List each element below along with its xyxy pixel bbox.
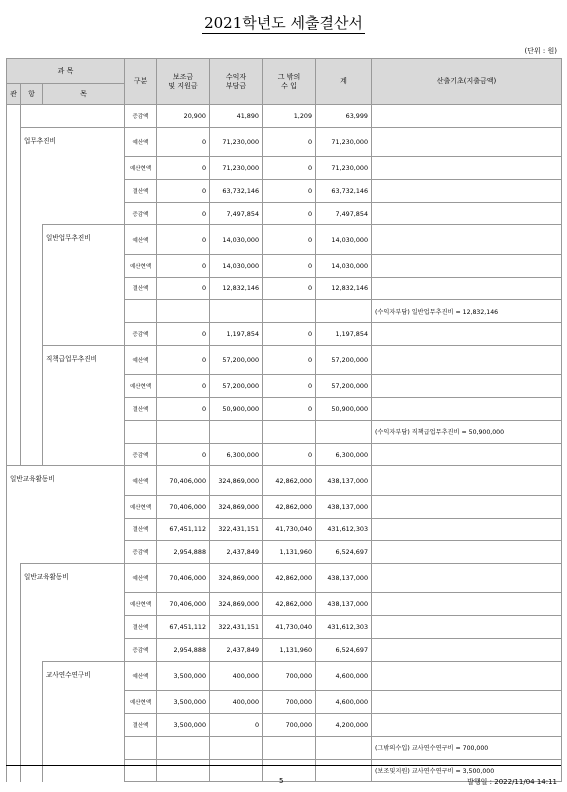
gwan-cell (7, 639, 21, 662)
subject-label-general-business: 일반업무추진비 (43, 225, 125, 254)
amount-cell: 0 (157, 323, 210, 346)
table-row (7, 323, 562, 346)
amount-cell: 57,200,000 (210, 375, 263, 398)
amount-cell: 14,030,000 (210, 254, 263, 277)
table-row (7, 105, 562, 128)
subject-cell (21, 157, 125, 180)
gwan-cell (7, 398, 21, 421)
table-row (7, 300, 562, 323)
basis-cell (372, 639, 562, 662)
gubun-cell: 결산액 (125, 518, 157, 541)
mok-cell (43, 420, 125, 443)
amount-cell: 50,900,000 (316, 398, 372, 421)
table-row (7, 518, 562, 541)
amount-cell: 0 (157, 443, 210, 466)
amount-cell: 70,406,000 (157, 593, 210, 616)
mok-cell (43, 398, 125, 421)
amount-cell: 3,500,000 (157, 691, 210, 714)
amount-cell: 3,500,000 (157, 661, 210, 690)
header-gubun: 구분 (125, 59, 157, 105)
gwan-cell (7, 713, 21, 736)
amount-cell: 67,451,112 (157, 616, 210, 639)
amount-cell: 70,406,000 (157, 466, 210, 495)
subject-label-general-education-sub: 일반교육활동비 (21, 564, 125, 593)
amount-cell (157, 759, 210, 782)
gwan-cell (7, 593, 21, 616)
hang-cell (21, 300, 43, 323)
gubun-cell: 증감액 (125, 443, 157, 466)
amount-cell: 0 (157, 157, 210, 180)
hang-cell (21, 759, 43, 782)
amount-cell: 324,869,000 (210, 495, 263, 518)
amount-cell: 700,000 (263, 691, 316, 714)
gubun-cell: 예산현액 (125, 157, 157, 180)
amount-cell: 0 (263, 277, 316, 300)
amount-cell: 0 (157, 179, 210, 202)
basis-cell: (보조및지원) 교사연수연구비 = 3,500,000 (372, 759, 562, 782)
table-row (7, 157, 562, 180)
gwan-cell (7, 736, 21, 759)
amount-cell: 71,230,000 (316, 157, 372, 180)
hang-cell (21, 323, 43, 346)
hang-cell (21, 691, 43, 714)
hang-cell (21, 345, 43, 374)
amount-cell: 4,200,000 (316, 713, 372, 736)
gwan-cell (7, 225, 21, 254)
table-row (7, 564, 562, 593)
amount-cell: 700,000 (263, 713, 316, 736)
amount-cell: 0 (263, 345, 316, 374)
header-beneficiary: 수익자 부담금 (210, 59, 263, 105)
basis-cell (372, 127, 562, 156)
amount-cell: 0 (157, 254, 210, 277)
amount-cell: 0 (263, 202, 316, 225)
amount-cell: 0 (157, 127, 210, 156)
subject-cell (21, 639, 125, 662)
table-row (7, 713, 562, 736)
table-row (7, 375, 562, 398)
amount-cell: 41,730,040 (263, 616, 316, 639)
page-number: 5 (279, 777, 284, 785)
mok-cell (43, 691, 125, 714)
amount-cell: 0 (263, 323, 316, 346)
gwan-cell (7, 157, 21, 180)
amount-cell (210, 420, 263, 443)
amount-cell: 0 (157, 277, 210, 300)
mok-cell (43, 713, 125, 736)
header-hang: 항 (21, 84, 43, 105)
gubun-cell: 예산액 (125, 661, 157, 690)
gubun-cell (125, 759, 157, 782)
amount-cell: 14,030,000 (316, 254, 372, 277)
hang-cell (21, 225, 43, 254)
amount-cell: 63,999 (316, 105, 372, 128)
amount-cell: 324,869,000 (210, 466, 263, 495)
document-title: 2021학년도 세출결산서 (204, 14, 363, 32)
expenditure-table (6, 58, 562, 782)
amount-cell (210, 300, 263, 323)
amount-cell (263, 759, 316, 782)
basis-cell (372, 225, 562, 254)
mok-cell (43, 443, 125, 466)
subject-cell (21, 202, 125, 225)
basis-cell (372, 179, 562, 202)
amount-cell: 438,137,000 (316, 593, 372, 616)
subject-label-business: 업무추진비 (21, 127, 125, 156)
amount-cell: 42,862,000 (263, 495, 316, 518)
hang-cell (21, 277, 43, 300)
hang-cell (21, 443, 43, 466)
amount-cell: 322,431,151 (210, 518, 263, 541)
table-row (7, 616, 562, 639)
subject-label-teacher-training: 교사연수연구비 (43, 661, 125, 690)
gwan-cell (7, 616, 21, 639)
header-gwan: 관 (7, 84, 21, 105)
amount-cell (157, 736, 210, 759)
basis-cell (372, 105, 562, 128)
amount-cell: 0 (210, 713, 263, 736)
amount-cell: 71,230,000 (210, 157, 263, 180)
table-row (7, 277, 562, 300)
header-other: 그 밖의 수 입 (263, 59, 316, 105)
issue-date: 발행일 : 2022/11/04 14:11 (467, 778, 557, 786)
amount-cell: 71,230,000 (316, 127, 372, 156)
amount-cell (316, 420, 372, 443)
amount-cell: 0 (263, 254, 316, 277)
basis-cell (372, 202, 562, 225)
amount-cell (263, 736, 316, 759)
gwan-cell (7, 420, 21, 443)
amount-cell: 7,497,854 (210, 202, 263, 225)
gubun-cell: 결산액 (125, 179, 157, 202)
table-row (7, 541, 562, 564)
amount-cell: 438,137,000 (316, 495, 372, 518)
gwan-cell (7, 375, 21, 398)
amount-cell: 1,131,960 (263, 639, 316, 662)
gubun-cell: 증감액 (125, 541, 157, 564)
table-row (7, 398, 562, 421)
amount-cell: 431,612,303 (316, 616, 372, 639)
amount-cell (316, 759, 372, 782)
amount-cell: 0 (263, 127, 316, 156)
amount-cell: 41,730,040 (263, 518, 316, 541)
amount-cell: 324,869,000 (210, 564, 263, 593)
amount-cell (316, 300, 372, 323)
gubun-cell: 증감액 (125, 639, 157, 662)
gwan-cell (7, 300, 21, 323)
subject-cell (21, 105, 125, 128)
amount-cell: 1,197,854 (210, 323, 263, 346)
amount-cell: 7,497,854 (316, 202, 372, 225)
amount-cell: 57,200,000 (210, 345, 263, 374)
basis-cell (372, 495, 562, 518)
amount-cell (263, 420, 316, 443)
amount-cell: 0 (157, 225, 210, 254)
amount-cell: 1,197,854 (316, 323, 372, 346)
subject-cell (21, 179, 125, 202)
amount-cell: 6,300,000 (316, 443, 372, 466)
gubun-cell: 예산액 (125, 225, 157, 254)
table-row (7, 127, 562, 156)
amount-cell: 20,900 (157, 105, 210, 128)
gwan-cell (7, 105, 21, 128)
amount-cell (210, 736, 263, 759)
amount-cell: 42,862,000 (263, 593, 316, 616)
basis-cell (372, 713, 562, 736)
amount-cell: 50,900,000 (210, 398, 263, 421)
amount-cell: 14,030,000 (210, 225, 263, 254)
gubun-cell: 예산액 (125, 345, 157, 374)
gwan-cell (7, 179, 21, 202)
amount-cell (316, 736, 372, 759)
amount-cell: 0 (263, 398, 316, 421)
amount-cell: 70,406,000 (157, 495, 210, 518)
amount-cell: 1,131,960 (263, 541, 316, 564)
basis-cell (372, 398, 562, 421)
table-row (7, 345, 562, 374)
amount-cell: 63,732,146 (316, 179, 372, 202)
amount-cell: 12,832,146 (316, 277, 372, 300)
mok-cell (43, 759, 125, 782)
gubun-cell: 증감액 (125, 202, 157, 225)
table-row (7, 202, 562, 225)
subject-label-position-business: 직책급업무추진비 (43, 345, 125, 374)
mok-cell (43, 277, 125, 300)
gwan-cell (7, 323, 21, 346)
amount-cell: 0 (157, 398, 210, 421)
amount-cell (157, 420, 210, 443)
subject-cell (21, 593, 125, 616)
mok-cell (43, 254, 125, 277)
subject-cell (7, 518, 125, 541)
amount-cell: 67,451,112 (157, 518, 210, 541)
basis-cell (372, 691, 562, 714)
gubun-cell (125, 736, 157, 759)
header-total: 계 (316, 59, 372, 105)
footer-divider (6, 765, 561, 766)
gwan-cell (7, 127, 21, 156)
table-row (7, 495, 562, 518)
table-row (7, 639, 562, 662)
amount-cell: 2,437,849 (210, 541, 263, 564)
gubun-cell: 예산현액 (125, 375, 157, 398)
amount-cell: 700,000 (263, 661, 316, 690)
gubun-cell: 예산현액 (125, 254, 157, 277)
gwan-cell (7, 443, 21, 466)
amount-cell: 14,030,000 (316, 225, 372, 254)
table-row (7, 254, 562, 277)
gwan-cell (7, 345, 21, 374)
basis-cell (372, 564, 562, 593)
gubun-cell: 결산액 (125, 713, 157, 736)
gwan-cell (7, 202, 21, 225)
basis-cell (372, 157, 562, 180)
gubun-cell: 예산현액 (125, 691, 157, 714)
gubun-cell: 예산현액 (125, 495, 157, 518)
table-row (7, 466, 562, 495)
header-subject: 과 목 (7, 59, 125, 84)
basis-cell: (수익자부담) 일반업무추진비 = 12,832,146 (372, 300, 562, 323)
hang-cell (21, 420, 43, 443)
mok-cell (43, 375, 125, 398)
amount-cell: 42,862,000 (263, 564, 316, 593)
basis-cell (372, 616, 562, 639)
hang-cell (21, 661, 43, 690)
table-row (7, 179, 562, 202)
amount-cell: 57,200,000 (316, 345, 372, 374)
amount-cell: 6,524,697 (316, 639, 372, 662)
subject-cell (7, 541, 125, 564)
basis-cell: (수익자부담) 직책급업무추진비 = 50,900,000 (372, 420, 562, 443)
amount-cell: 0 (157, 375, 210, 398)
gwan-cell (7, 277, 21, 300)
basis-cell (372, 541, 562, 564)
amount-cell: 42,862,000 (263, 466, 316, 495)
table-row (7, 661, 562, 690)
basis-cell (372, 375, 562, 398)
gwan-cell (7, 759, 21, 782)
header-basis: 산출기초(지출금액) (372, 59, 562, 105)
hang-cell (21, 375, 43, 398)
mok-cell (43, 300, 125, 323)
amount-cell: 71,230,000 (210, 127, 263, 156)
gwan-cell (7, 254, 21, 277)
table-row (7, 443, 562, 466)
amount-cell: 322,431,151 (210, 616, 263, 639)
basis-cell (372, 323, 562, 346)
basis-cell: (그밖의수입) 교사연수연구비 = 700,000 (372, 736, 562, 759)
gubun-cell (125, 420, 157, 443)
gubun-cell: 증감액 (125, 323, 157, 346)
amount-cell: 431,612,303 (316, 518, 372, 541)
basis-cell (372, 518, 562, 541)
amount-cell: 400,000 (210, 661, 263, 690)
gubun-cell: 예산액 (125, 466, 157, 495)
table-row (7, 736, 562, 759)
amount-cell: 2,437,849 (210, 639, 263, 662)
amount-cell: 400,000 (210, 691, 263, 714)
amount-cell (157, 300, 210, 323)
amount-cell: 324,869,000 (210, 593, 263, 616)
amount-cell: 4,600,000 (316, 691, 372, 714)
gubun-cell: 결산액 (125, 398, 157, 421)
amount-cell: 3,500,000 (157, 713, 210, 736)
amount-cell: 0 (263, 443, 316, 466)
amount-cell (263, 300, 316, 323)
basis-cell (372, 254, 562, 277)
gubun-cell (125, 300, 157, 323)
basis-cell (372, 443, 562, 466)
table-row (7, 691, 562, 714)
table-row (7, 593, 562, 616)
amount-cell: 12,832,146 (210, 277, 263, 300)
amount-cell: 0 (263, 375, 316, 398)
hang-cell (21, 398, 43, 421)
amount-cell: 41,890 (210, 105, 263, 128)
amount-cell: 438,137,000 (316, 466, 372, 495)
subject-cell (7, 495, 125, 518)
gubun-cell: 예산액 (125, 127, 157, 156)
mok-cell (43, 323, 125, 346)
basis-cell (372, 277, 562, 300)
amount-cell: 0 (157, 345, 210, 374)
gubun-cell: 예산현액 (125, 593, 157, 616)
subject-label-general-education: 일반교육활동비 (7, 466, 125, 495)
gwan-cell (7, 691, 21, 714)
hang-cell (21, 736, 43, 759)
basis-cell (372, 593, 562, 616)
amount-cell: 57,200,000 (316, 375, 372, 398)
amount-cell: 0 (157, 202, 210, 225)
gubun-cell: 예산액 (125, 564, 157, 593)
amount-cell (210, 759, 263, 782)
amount-cell: 2,954,888 (157, 541, 210, 564)
amount-cell: 6,524,697 (316, 541, 372, 564)
amount-cell: 4,600,000 (316, 661, 372, 690)
gwan-cell (7, 564, 21, 593)
table-row (7, 420, 562, 443)
unit-label: (단위 : 원) (524, 47, 557, 55)
subject-cell (21, 616, 125, 639)
basis-cell (372, 661, 562, 690)
table-row (7, 225, 562, 254)
amount-cell: 70,406,000 (157, 564, 210, 593)
amount-cell: 1,209 (263, 105, 316, 128)
amount-cell: 0 (263, 225, 316, 254)
header-mok: 목 (43, 84, 125, 105)
basis-cell (372, 466, 562, 495)
hang-cell (21, 713, 43, 736)
gubun-cell: 결산액 (125, 277, 157, 300)
mok-cell (43, 736, 125, 759)
amount-cell: 2,954,888 (157, 639, 210, 662)
header-subsidy: 보조금 및 지원금 (157, 59, 210, 105)
basis-cell (372, 345, 562, 374)
amount-cell: 63,732,146 (210, 179, 263, 202)
gubun-cell: 증감액 (125, 105, 157, 128)
amount-cell: 438,137,000 (316, 564, 372, 593)
amount-cell: 0 (263, 157, 316, 180)
gubun-cell: 결산액 (125, 616, 157, 639)
gwan-cell (7, 661, 21, 690)
hang-cell (21, 254, 43, 277)
amount-cell: 0 (263, 179, 316, 202)
amount-cell: 6,300,000 (210, 443, 263, 466)
